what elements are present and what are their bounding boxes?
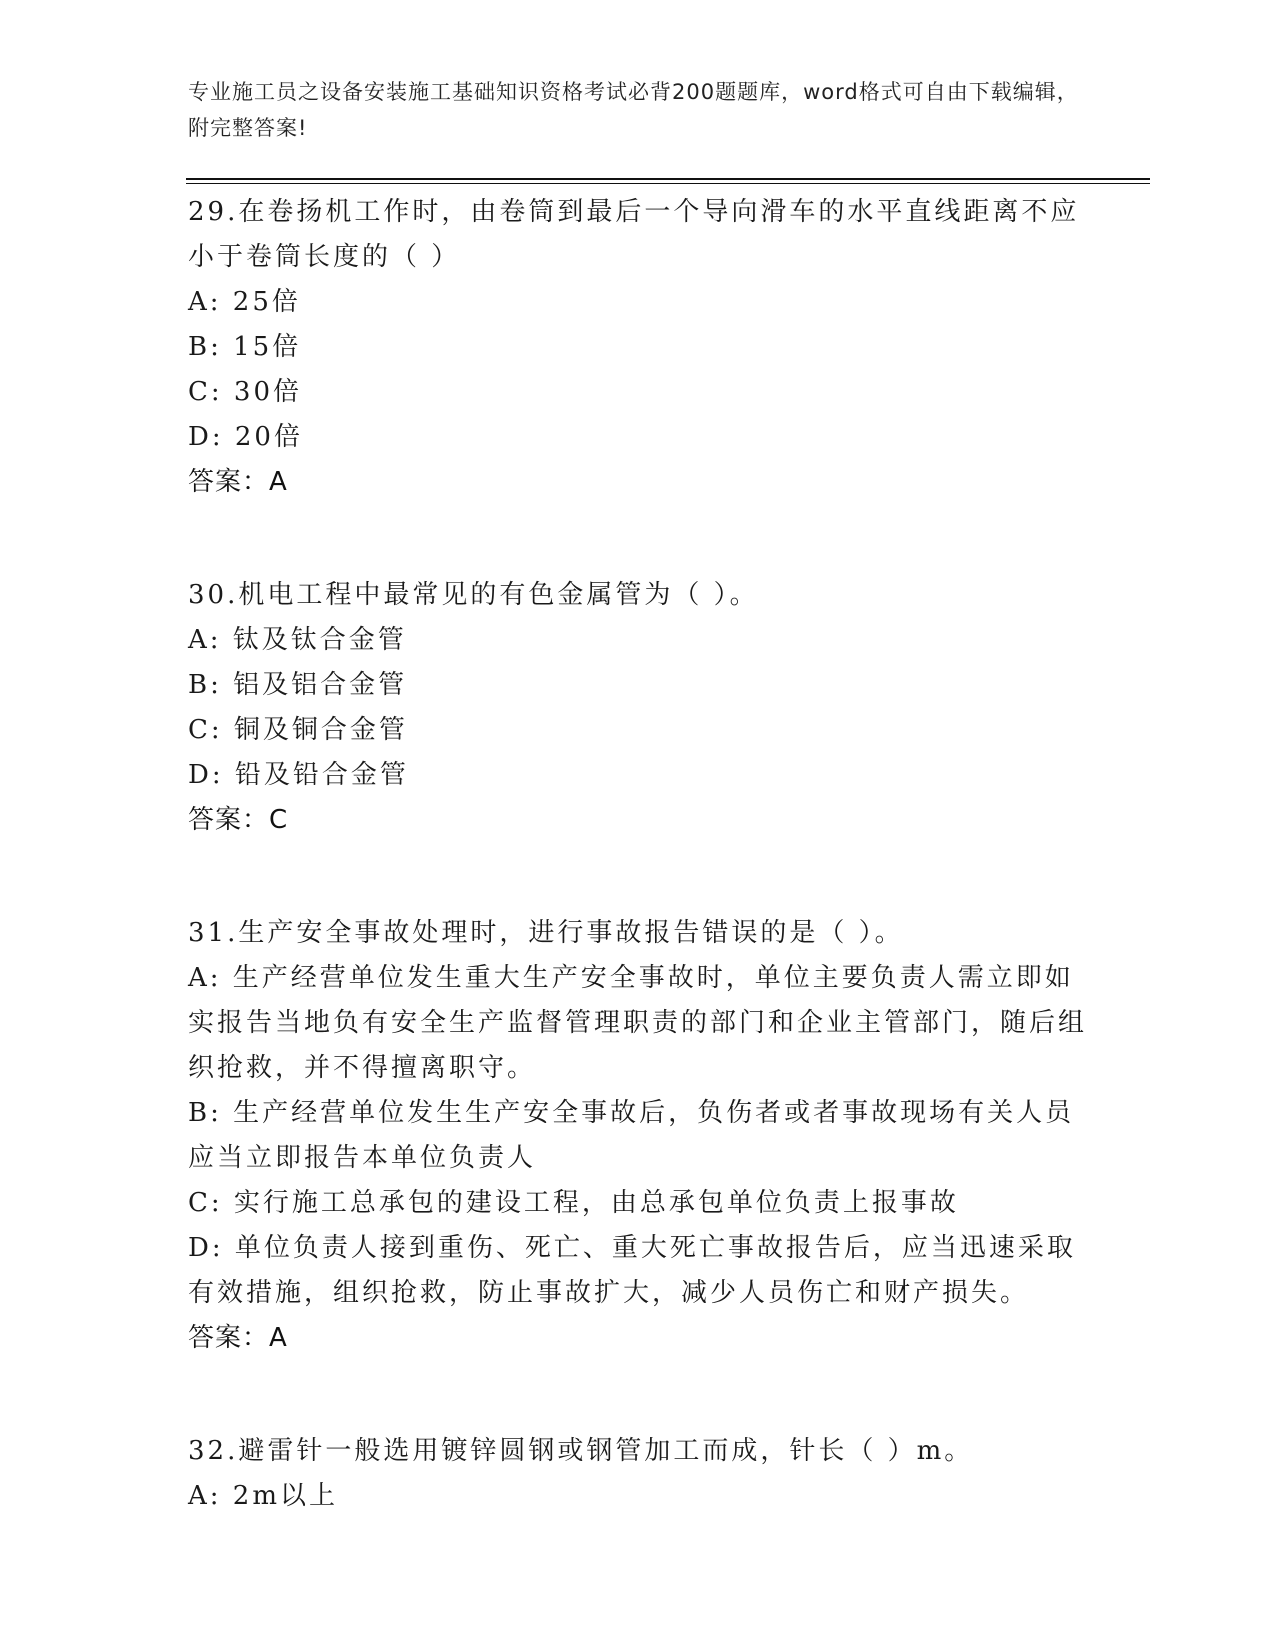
- option-a: A: 生产经营单位发生重大生产安全事故时，单位主要负责人需立即如实报告当地负有安全生产监督管理职责的部门和企业主管部门，随后组织抢救，并不得擅离职守。: [188, 963, 1088, 1083]
- answer-label: 答案：A: [188, 1323, 288, 1353]
- answer-label: 答案：C: [188, 805, 289, 835]
- question-stem: 30.机电工程中最常见的有色金属管为（ ）。: [188, 580, 759, 610]
- option-b: B: 生产经营单位发生生产安全事故后，负伤者或者事故现场有关人员应当立即报告本单位负责人: [188, 1098, 1075, 1173]
- header-rule-thick: [186, 178, 1150, 180]
- option-a: A: 钛及钛合金管: [188, 625, 407, 655]
- option-b: B: 铝及铝合金管: [188, 670, 408, 700]
- question-stem: 31.生产安全事故处理时，进行事故报告错误的是（ ）。: [188, 918, 904, 948]
- option-d: D: 铅及铅合金管: [188, 760, 409, 790]
- option-c: C: 实行施工总承包的建设工程，由总承包单位负责上报事故: [188, 1188, 959, 1218]
- option-b: B: 15倍: [188, 332, 302, 362]
- question-30: [188, 573, 1088, 843]
- option-c: C: 30倍: [188, 377, 303, 407]
- question-list: [188, 190, 1088, 1587]
- option-d: D: 单位负责人接到重伤、死亡、重大死亡事故报告后，应当迅速采取有效措施，组织抢救，防止事故扩大，减少人员伤亡和财产损失。: [188, 1233, 1076, 1308]
- option-a: A: 25倍: [188, 287, 301, 317]
- answer-label: 答案：A: [188, 467, 288, 497]
- option-d: D: 20倍: [188, 422, 303, 452]
- question-32: [188, 1429, 1088, 1519]
- question-31: [188, 911, 1088, 1361]
- option-c: C: 铜及铜合金管: [188, 715, 408, 745]
- header-rule-thin: [186, 183, 1150, 184]
- question-29: [188, 190, 1088, 505]
- question-stem: 32.避雷针一般选用镀锌圆钢或钢管加工而成，针长（ ）m。: [188, 1436, 974, 1466]
- document-header: 专业施工员之设备安装施工基础知识资格考试必背200题题库，word格式可自由下载编辑，附完整答案!: [188, 80, 1079, 140]
- option-a: A: 2m以上: [188, 1481, 338, 1511]
- question-stem: 29.在卷扬机工作时，由卷筒到最后一个导向滑车的水平直线距离不应小于卷筒长度的（ ）: [188, 197, 1080, 272]
